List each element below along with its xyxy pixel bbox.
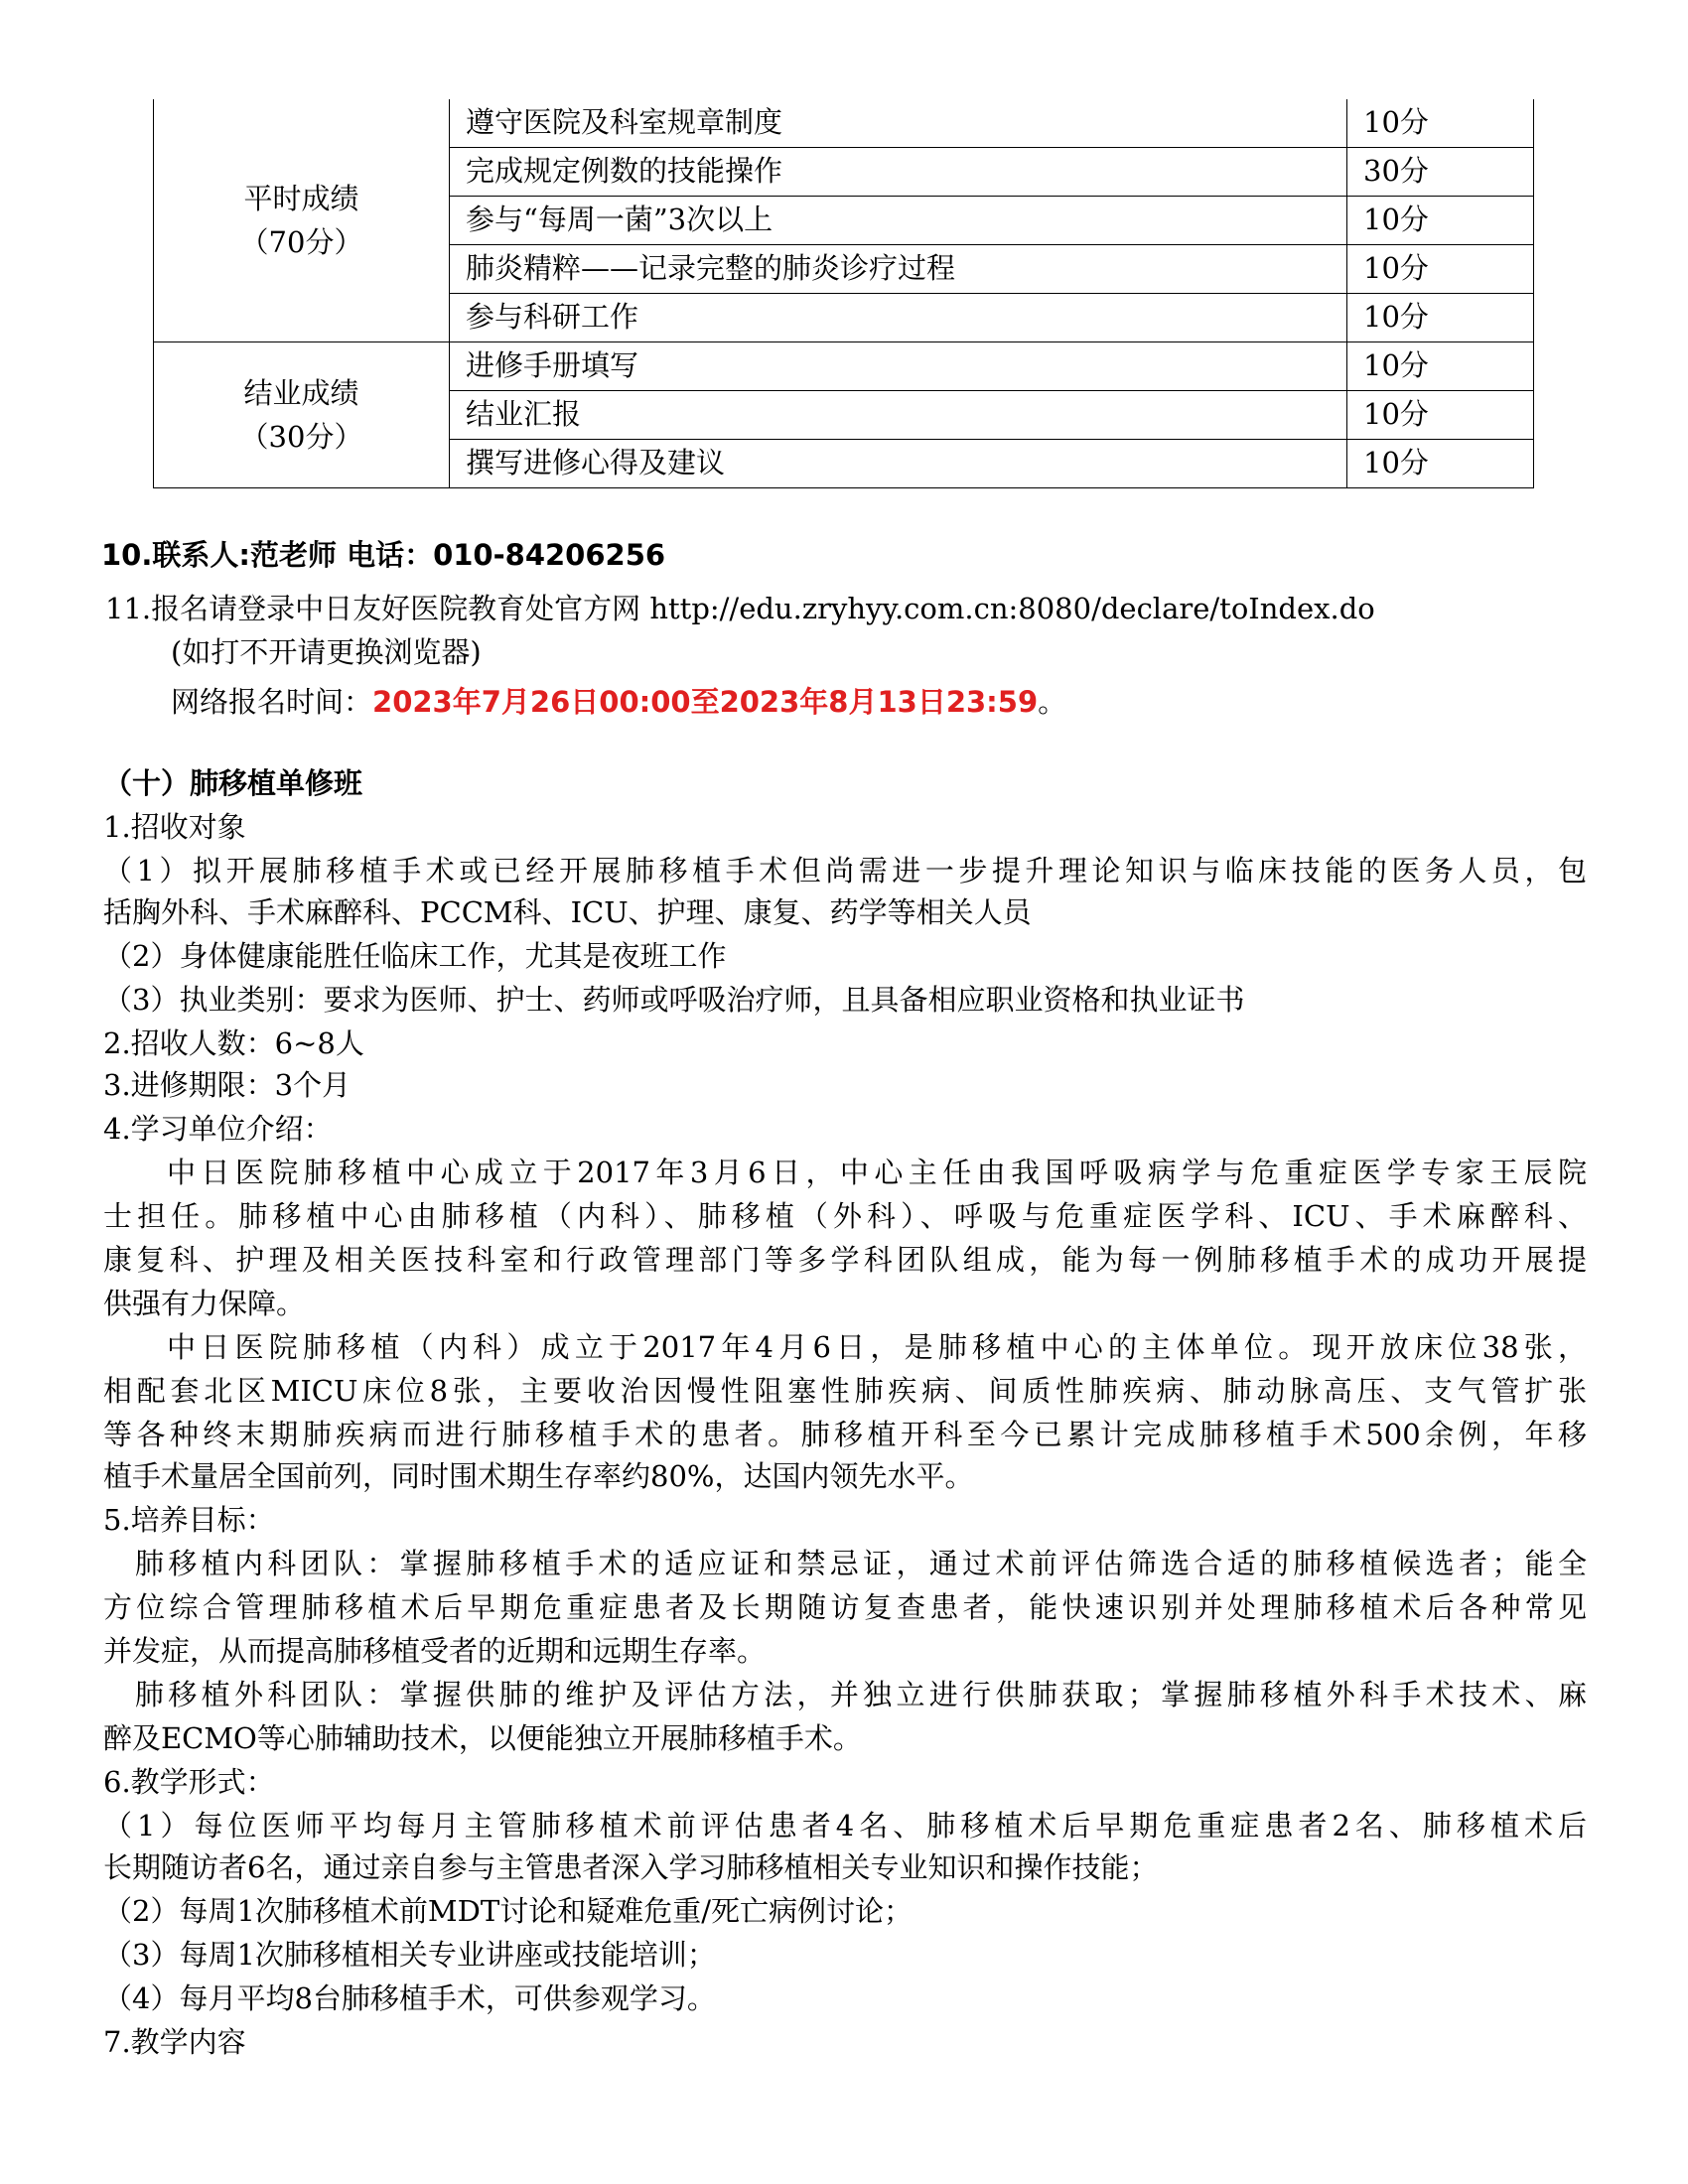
paragraph-line: 长期随访者6名，通过亲自参与主管患者深入学习肺移植相关专业知识和操作技能； bbox=[103, 1850, 1159, 1884]
paragraph-line: （2）每周1次肺移植术前MDT讨论和疑难危重/死亡病例讨论； bbox=[103, 1894, 913, 1928]
category-cell bbox=[154, 99, 450, 342]
score-cell: 10分 bbox=[1347, 197, 1534, 245]
score-cell: 10分 bbox=[1347, 342, 1534, 391]
paragraph-line: 方位综合管理肺移植术后早期危重症患者及长期随访复查患者，能快速识别并处理肺移植术后各种常见 bbox=[103, 1590, 1587, 1624]
category-label: 平时成绩 bbox=[243, 182, 359, 215]
paragraph-line: 括胸外科、手术麻醉科、PCCM科、ICU、护理、康复、药学等相关人员 bbox=[103, 895, 1032, 929]
paragraph-line: （3）执业类别：要求为医师、护士、药师或呼吸治疗师，且具备相应职业资格和执业证书 bbox=[103, 983, 1245, 1017]
signup-time-value: 2023年7月26日00:00至2023年8月13日23:59 bbox=[372, 685, 1039, 719]
paragraph-line: （3）每周1次肺移植相关专业讲座或技能培训； bbox=[103, 1938, 716, 1972]
score-cell: 30分 bbox=[1347, 148, 1534, 197]
section-title: （十）肺移植单修班 bbox=[103, 766, 363, 800]
browser-note: (如打不开请更换浏览器) bbox=[171, 635, 482, 669]
item-cell: 肺炎精粹——记录完整的肺炎诊疗过程 bbox=[450, 245, 1347, 294]
paragraph-line: 士担任。肺移植中心由肺移植（内科）、肺移植（外科）、呼吸与危重症医学科、ICU、手术麻醉科、 bbox=[103, 1199, 1587, 1233]
item-cell: 参与科研工作 bbox=[450, 294, 1347, 342]
paragraph-line: 相配套北区MICU床位8张，主要收治因慢性阻塞性肺疾病、间质性肺疾病、肺动脉高压、支气管扩张 bbox=[103, 1374, 1587, 1408]
score-cell: 10分 bbox=[1347, 294, 1534, 342]
heading-5: 5.培养目标： bbox=[103, 1503, 275, 1537]
category-cell bbox=[154, 342, 450, 488]
table-row bbox=[154, 99, 1534, 148]
paragraph-line: （1）拟开展肺移植手术或已经开展肺移植手术但尚需进一步提升理论知识与临床技能的医务人员，包 bbox=[103, 854, 1587, 887]
category-points: （70分） bbox=[239, 225, 363, 259]
item-cell: 完成规定例数的技能操作 bbox=[450, 148, 1347, 197]
heading-2: 2.招收人数：6~8人 bbox=[103, 1026, 364, 1060]
paragraph-line: （1）每位医师平均每月主管肺移植术前评估患者4名、肺移植术后早期危重症患者2名、肺移植术后 bbox=[103, 1809, 1587, 1843]
paragraph-line: 中日医院肺移植中心成立于2017年3月6日，中心主任由我国呼吸病学与危重症医学专家王辰院 bbox=[167, 1156, 1587, 1189]
heading-1: 1.招收对象 bbox=[103, 810, 246, 844]
signup-time-label: 网络报名时间： bbox=[171, 685, 373, 719]
heading-7: 7.教学内容 bbox=[103, 2025, 246, 2059]
score-cell: 10分 bbox=[1347, 391, 1534, 440]
paragraph-line: 肺移植外科团队：掌握供肺的维护及评估方法，并独立进行供肺获取；掌握肺移植外科手术技术、麻 bbox=[135, 1678, 1587, 1711]
score-cell: 10分 bbox=[1347, 440, 1534, 488]
paragraph-line: 供强有力保障。 bbox=[103, 1287, 306, 1320]
heading-4: 4.学习单位介绍： bbox=[103, 1112, 333, 1146]
item-cell: 结业汇报 bbox=[450, 391, 1347, 440]
paragraph-line: 康复科、护理及相关医技科室和行政管理部门等多学科团队组成，能为每一例肺移植手术的成功开展提 bbox=[103, 1243, 1587, 1277]
heading-6: 6.教学形式： bbox=[103, 1765, 275, 1799]
item-cell: 进修手册填写 bbox=[450, 342, 1347, 391]
contact-line: 10.联系人:范老师 电话：010-84206256 bbox=[101, 538, 666, 572]
paragraph-line: 并发症，从而提高肺移植受者的近期和远期生存率。 bbox=[103, 1634, 767, 1668]
paragraph-line: 植手术量居全国前列，同时围术期生存率约80%，达国内领先水平。 bbox=[103, 1459, 974, 1493]
signup-line: 11.报名请登录中日友好医院教育处官方网 http://edu.zryhyy.com.cn:8080/declare/toIndex.do bbox=[105, 592, 1375, 625]
score-cell: 10分 bbox=[1347, 245, 1534, 294]
item-cell: 遵守医院及科室规章制度 bbox=[450, 99, 1347, 148]
heading-3: 3.进修期限：3个月 bbox=[103, 1068, 352, 1102]
paragraph-line: （4）每月平均8台肺移植手术，可供参观学习。 bbox=[103, 1981, 716, 2015]
paragraph-line: 肺移植内科团队：掌握肺移植手术的适应证和禁忌证，通过术前评估筛选合适的肺移植候选者；能全 bbox=[135, 1547, 1587, 1580]
paragraph-line: （2）身体健康能胜任临床工作，尤其是夜班工作 bbox=[103, 939, 727, 973]
paragraph-line: 等各种终末期肺疾病而进行肺移植手术的患者。肺移植开科至今已累计完成肺移植手术500余例，年移 bbox=[103, 1418, 1587, 1451]
item-cell: 撰写进修心得及建议 bbox=[450, 440, 1347, 488]
paragraph-line: 醉及ECMO等心肺辅助技术，以便能独立开展肺移植手术。 bbox=[103, 1721, 862, 1755]
table-row bbox=[154, 342, 1534, 391]
signup-time-line bbox=[171, 681, 1066, 723]
score-cell: 10分 bbox=[1347, 99, 1534, 148]
category-label: 结业成绩 bbox=[243, 376, 359, 410]
score-table bbox=[153, 99, 1534, 488]
item-cell: 参与“每周一菌”3次以上 bbox=[450, 197, 1347, 245]
paragraph-line: 中日医院肺移植（内科）成立于2017年4月6日，是肺移植中心的主体单位。现开放床位38张， bbox=[167, 1330, 1587, 1364]
signup-time-end: 。 bbox=[1038, 685, 1067, 719]
category-points: （30分） bbox=[239, 420, 363, 454]
